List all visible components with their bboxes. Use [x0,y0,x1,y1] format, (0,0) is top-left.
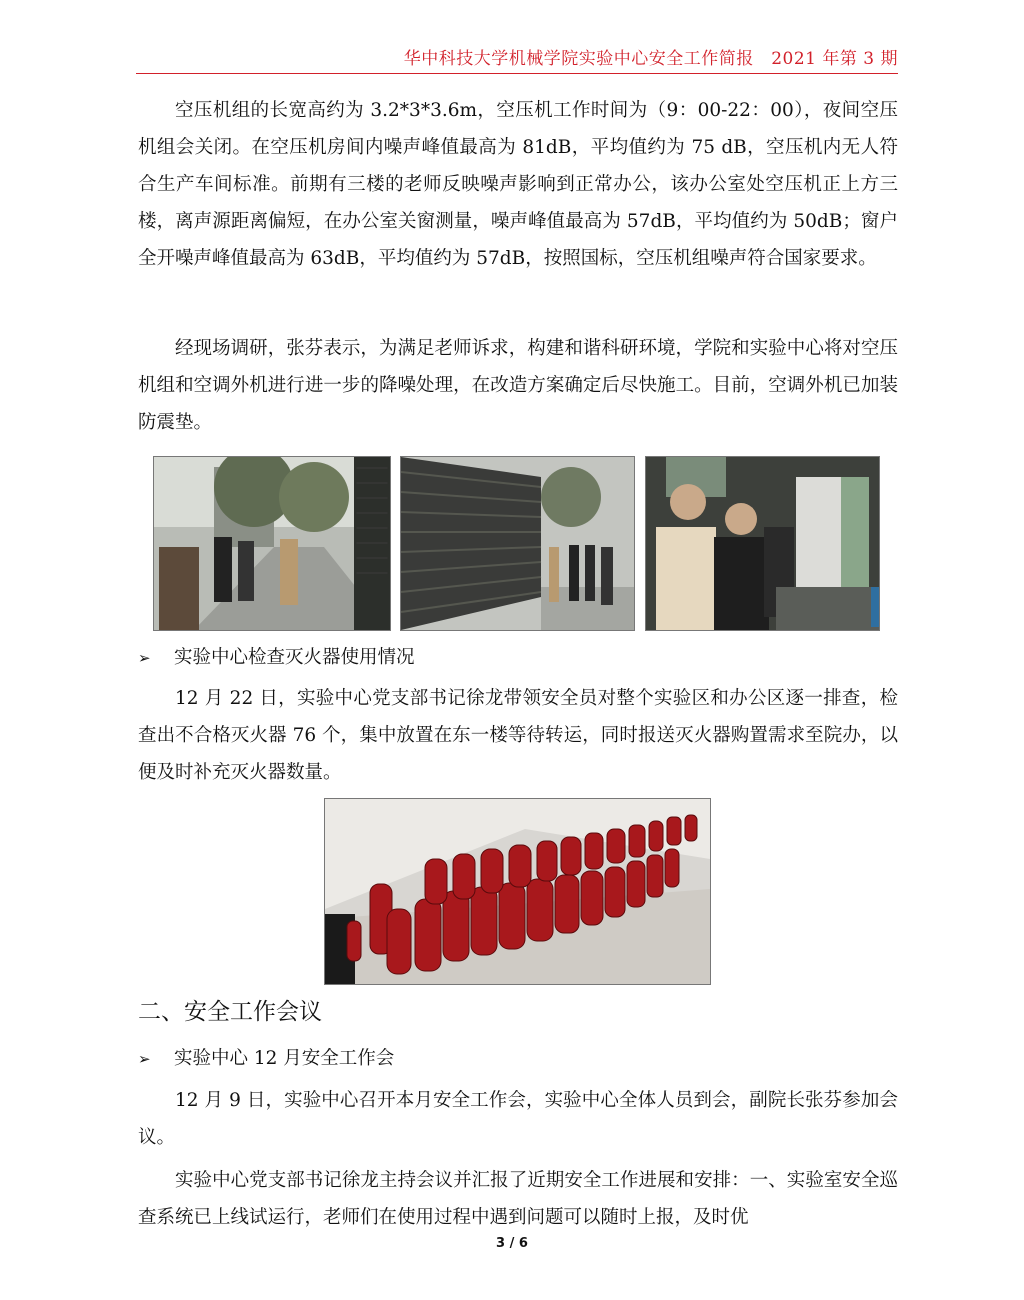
paragraph-extinguisher-inspection: 12 月 22 日，实验中心党支部书记徐龙带领安全员对整个实验区和办公区逐一排查，检查出不合格灭火器 76 个，集中放置在东一楼等待转运，同时报送灭火器购置需求至院办，以便及时补充灭火器数量。 [138,688,898,783]
bullet-december-meeting [138,1044,898,1074]
header-title: 华中科技大学机械学院实验中心安全工作简报 2021 年第 3 期 [403,49,898,69]
bullet-fire-extinguisher-check [138,643,898,673]
paragraph-noise-measurement: 空压机组的长宽高约为 3.2*3*3.6m，空压机工作时间为（9：00-22：00），夜间空压机组会关闭。在空压机房间内噪声峰值最高为 81dB，平均值约为 75 dB，空压机内无人符合生产车间标准。前期有三楼的老师反映噪声影响到正常办公，该办公室处空压机正上方三楼，离声源距离偏短，在办公室关窗测量，噪声峰值最高为 57dB，平均值约为 50dB；窗户全开噪声峰值最高为 63dB，平均值约为 57dB，按照国标，空压机组噪声符合国家要求。 [138,100,898,269]
bullet-label: 实验中心检查灭火器使用情况 [174,647,415,668]
photo-fire-extinguishers [324,798,711,985]
photo-site-visit-path [153,456,391,631]
section-title-safety-meeting: 二、安全工作会议 [138,999,322,1025]
paragraph-meeting-attendance: 12 月 9 日，实验中心召开本月安全工作会，实验中心全体人员到会，副院长张芬参加会议。 [138,1090,898,1148]
header-rule [136,73,898,74]
bullet-label: 实验中心 12 月安全工作会 [174,1048,395,1069]
bullet-arrow-icon: ➢ [138,1050,151,1068]
photo-ac-louvers [400,456,635,631]
paragraph-meeting-report: 实验中心党支部书记徐龙主持会议并汇报了近期安全工作进展和安排：一、实验室安全巡查系统已上线试运行，老师们在使用过程中遇到问题可以随时上报，及时优 [138,1170,898,1228]
photo-compressor-room [645,456,880,631]
page-number: 3 / 6 [496,1236,528,1251]
bullet-arrow-icon: ➢ [138,649,151,667]
paragraph-noise-reduction-plan: 经现场调研，张芬表示，为满足老师诉求，构建和谐科研环境，学院和实验中心将对空压机组和空调外机进行进一步的降噪处理，在改造方案确定后尽快施工。目前，空调外机已加装防震垫。 [138,338,898,433]
